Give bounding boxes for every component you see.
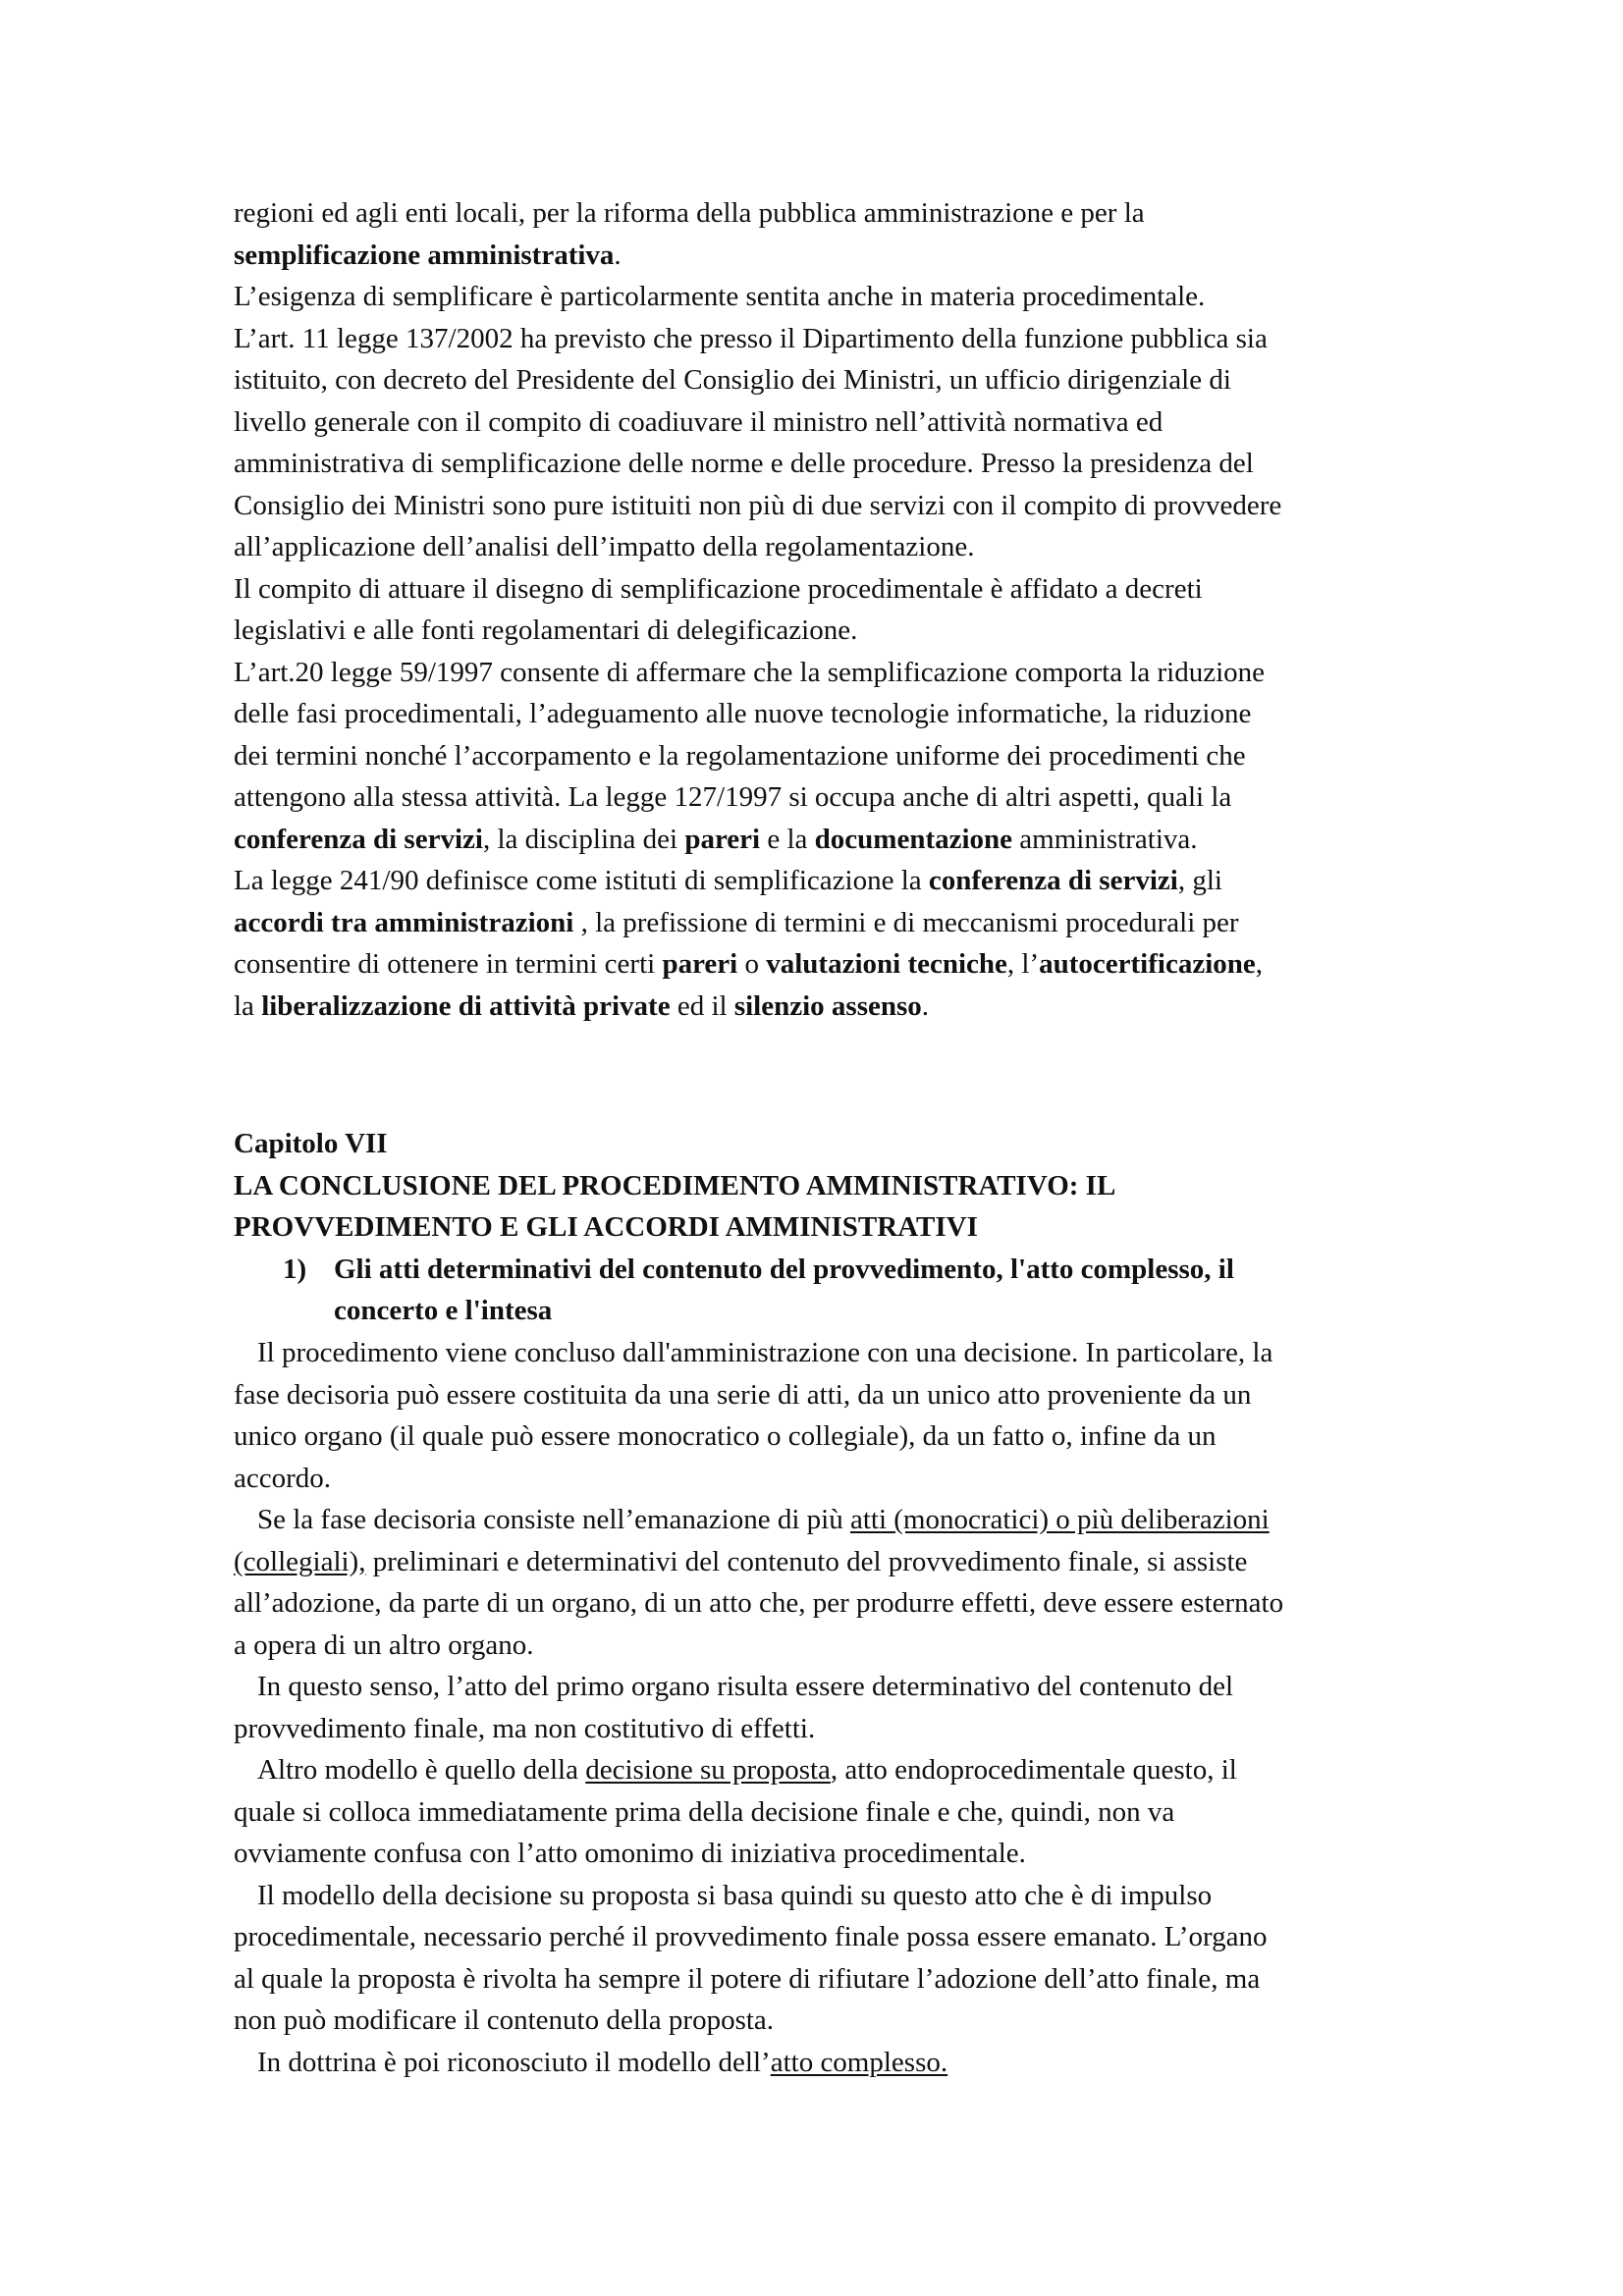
text-line: In dottrina è poi riconosciuto il modello dell’atto complesso.: [257, 2046, 948, 2078]
bold-term: pareri: [662, 948, 738, 980]
section-title: Gli atti determinativi del contenuto del provvedimento, l'atto complesso, il: [334, 1253, 1234, 1285]
text-line: delle fasi procedimentali, l’adeguamento alle nuove tecnologie informatiche, la riduzione: [234, 698, 1252, 729]
text-line: amministrativa di semplificazione delle norme e delle procedure. Presso la presidenza del: [234, 448, 1254, 479]
chapter-label: Capitolo VII: [234, 1128, 388, 1159]
text-line: la liberalizzazione di attività private ed il silenzio assenso.: [234, 989, 930, 1022]
text-line: all’adozione, da parte di un organo, di un atto che, per produrre effetti, deve essere esternato: [234, 1587, 1284, 1619]
text-line: accordi tra amministrazioni , la prefissione di termini e di meccanismi procedurali per: [234, 906, 1239, 938]
text-line: attengono alla stessa attività. La legge 127/1997 si occupa anche di altri aspetti, quali la: [234, 781, 1232, 813]
bold-term: accordi tra amministrazioni: [234, 906, 574, 938]
text-line: quale si colloca immediatamente prima della decisione finale e che, quindi, non va: [234, 1795, 1175, 1828]
text-line: Il modello della decisione su proposta si basa quindi su questo atto che è di impulso: [257, 1879, 1213, 1911]
text-line: L’art. 11 legge 137/2002 ha previsto che presso il Dipartimento della funzione pubblica sia: [234, 322, 1268, 354]
text-line: al quale la proposta è rivolta ha sempre il potere di rifiutare l’adozione dell’atto finale, ma: [234, 1962, 1261, 1995]
text-line: Altro modello è quello della decisione su proposta, atto endoprocedimentale questo, il: [257, 1754, 1237, 1786]
text-line: fase decisoria può essere costituita da una serie di atti, da un unico atto proveniente da un: [234, 1378, 1252, 1411]
chapter-title: LA CONCLUSIONE DEL PROCEDIMENTO AMMINISTRATIVO: IL: [234, 1169, 1116, 1201]
text-line: all’applicazione dell’analisi dell’impatto della regolamentazione.: [234, 531, 975, 562]
section-title: concerto e l'intesa: [334, 1295, 553, 1326]
text-line: provvedimento finale, ma non costitutivo di effetti.: [234, 1712, 816, 1744]
text-line: L’esigenza di semplificare è particolarmente sentita anche in materia procedimentale.: [234, 281, 1206, 312]
chapter-heading: [234, 1123, 1402, 1332]
text-line: La legge 241/90 definisce come istituti di semplificazione la conferenza di servizi, gli: [234, 865, 1222, 896]
text-line: (collegiali), preliminari e determinativi del contenuto del provvedimento finale, si assiste: [234, 1545, 1248, 1577]
body-section: [234, 1332, 1402, 2083]
text-line: Il compito di attuare il disegno di semplificazione procedimentale è affidato a decreti: [234, 572, 1203, 605]
text-line: conferenza di servizi, la disciplina dei pareri e la documentazione amministrativa.: [234, 823, 1198, 855]
section-number: 1): [283, 1253, 307, 1285]
text-line: non può modificare il contenuto della proposta.: [234, 2004, 775, 2036]
text-line: legislativi e alle fonti regolamentari di delegificazione.: [234, 614, 858, 646]
bold-term: liberalizzazione di attività private: [261, 989, 671, 1022]
text-line: dei termini nonché l’accorpamento e la regolamentazione uniforme dei procedimenti che: [234, 739, 1246, 772]
intro-section: [234, 192, 1402, 1027]
text-line: consentire di ottenere in termini certi pareri o valutazioni tecniche, l’autocertificazione,: [234, 948, 1264, 980]
section-heading: [234, 1249, 1402, 1291]
bold-term: pareri: [684, 823, 761, 855]
text-line: a opera di un altro organo.: [234, 1629, 534, 1661]
underlined-term: atto complesso.: [770, 2046, 948, 2078]
text-line: semplificazione amministrativa.: [234, 239, 622, 271]
text-line: Se la fase decisoria consiste nell’emanazione di più atti (monocratici) o più deliberazioni: [257, 1504, 1270, 1535]
bold-term: autocertificazione: [1039, 948, 1256, 980]
text-line: In questo senso, l’atto del primo organo risulta essere determinativo del contenuto del: [257, 1671, 1234, 1702]
text-line: ovviamente confusa con l’atto omonimo di iniziativa procedimentale.: [234, 1838, 1026, 1869]
text-line: regioni ed agli enti locali, per la riforma della pubblica amministrazione e per la: [234, 197, 1145, 229]
chapter-title: PROVVEDIMENTO E GLI ACCORDI AMMINISTRATIVI: [234, 1211, 978, 1243]
bold-term: semplificazione amministrativa: [234, 239, 615, 271]
text-line: unico organo (il quale può essere monocratico o collegiale), da un fatto o, infine da un: [234, 1420, 1217, 1452]
underlined-term: atti (monocratici) o più deliberazioni: [849, 1504, 1270, 1535]
text-line: accordo.: [234, 1462, 332, 1494]
text-line: procedimentale, necessario perché il provvedimento finale possa essere emanato. L’organo: [234, 1921, 1268, 1952]
underlined-term: decisione su proposta: [585, 1754, 831, 1786]
section-heading: [234, 1290, 1402, 1332]
text-line: L’art.20 legge 59/1997 consente di affermare che la semplificazione comporta la riduzione: [234, 656, 1266, 688]
bold-term: silenzio assenso: [733, 989, 922, 1022]
text-line: Il procedimento viene concluso dall'amministrazione con una decisione. In particolare, la: [257, 1337, 1273, 1368]
bold-term: valutazioni tecniche: [766, 948, 1007, 980]
underlined-term: (collegiali),: [234, 1545, 366, 1577]
text-line: livello generale con il compito di coadiuvare il ministro nell’attività normativa ed: [234, 405, 1163, 438]
bold-term: conferenza di servizi: [928, 865, 1178, 896]
text-line: Consiglio dei Ministri sono pure istituiti non più di due servizi con il compito di provvedere: [234, 489, 1282, 521]
text-line: istituito, con decreto del Presidente del Consiglio dei Ministri, un ufficio dirigenziale di: [234, 364, 1231, 396]
bold-term: conferenza di servizi: [234, 823, 483, 855]
bold-term: documentazione: [814, 823, 1013, 855]
